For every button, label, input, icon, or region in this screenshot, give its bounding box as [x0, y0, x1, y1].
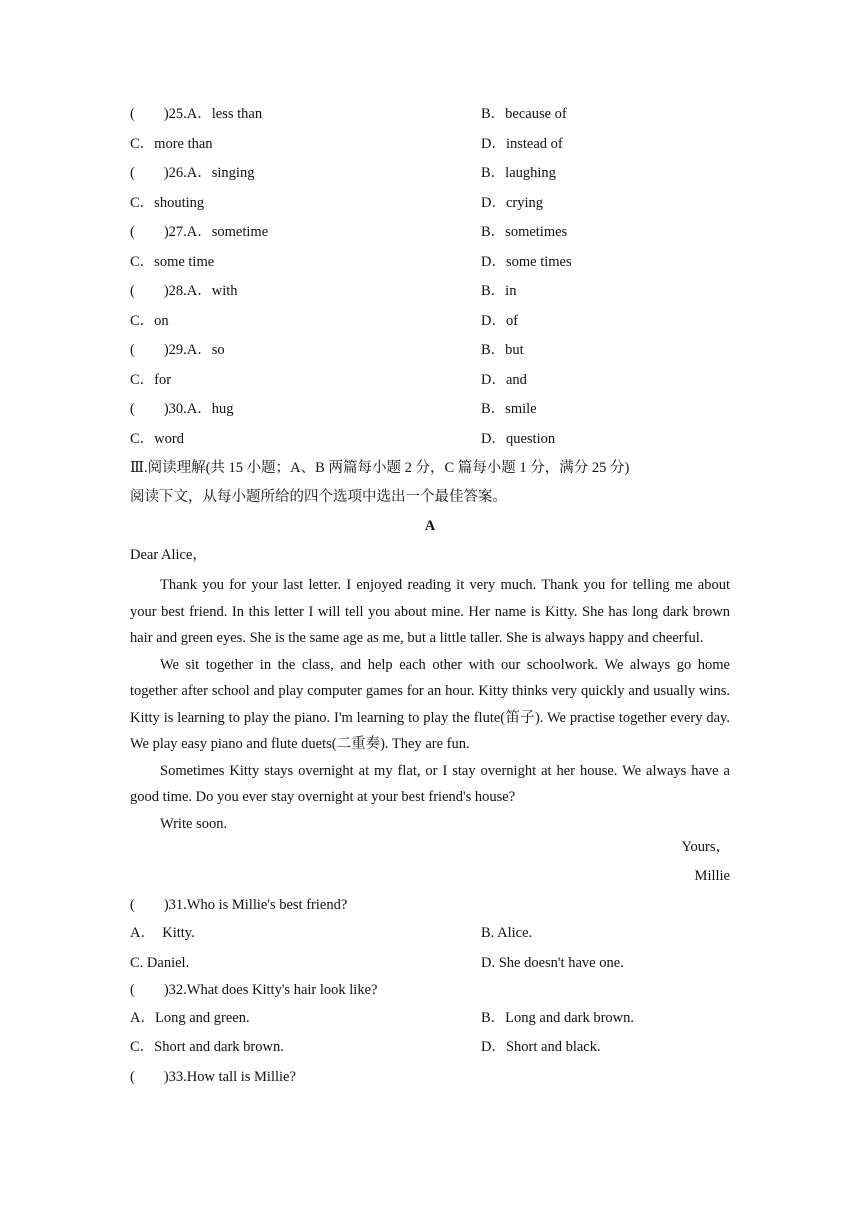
- option-right: D．crying: [481, 194, 544, 211]
- option-row: [130, 222, 730, 252]
- option-row: [130, 923, 730, 953]
- option-row: [130, 1037, 730, 1067]
- option-left: ( )26.A．singing: [130, 165, 255, 181]
- option-row: [130, 252, 730, 282]
- option-left: C．for: [130, 371, 172, 388]
- option-right: B．because of: [481, 106, 567, 122]
- option-row: [130, 281, 730, 311]
- option-row: [130, 1008, 730, 1038]
- option-left: ( )27.A．sometime: [130, 224, 269, 240]
- option-row: [130, 429, 730, 459]
- question-31: ( )31.Who is Millie's best friend?: [130, 897, 348, 913]
- passage-label: A: [424, 518, 436, 534]
- option-left: A．Long and green.: [130, 1009, 250, 1026]
- cloze-options: [130, 104, 730, 458]
- option-row: [130, 134, 730, 164]
- option-right: B．sometimes: [481, 224, 568, 240]
- option-right: D．Short and black.: [481, 1039, 601, 1055]
- option-left: ( )29.A．so: [130, 342, 225, 358]
- option-right: D．of: [481, 312, 519, 329]
- option-row: [130, 163, 730, 193]
- questions: [130, 895, 730, 1095]
- option-right: D．question: [481, 430, 556, 447]
- option-left: C. Daniel.: [130, 954, 190, 971]
- option-right: B．smile: [481, 401, 537, 417]
- letter-paragraph: Sometimes Kitty stays overnight at my flat, or I stay overnight at her house. We always have a good time. Do you ever stay overnight at your best friend's house?: [130, 762, 730, 805]
- question-33: ( )33.How tall is Millie?: [130, 1068, 296, 1085]
- option-row: [130, 104, 730, 134]
- option-right: B. Alice.: [481, 925, 533, 941]
- option-left: C．shouting: [130, 194, 205, 211]
- instruction: 阅读下文，从每小题所给的四个选项中选出一个最佳答案。: [130, 489, 507, 505]
- section-title: Ⅲ.阅读理解(共 15 小题；A、B 两篇每小题 2 分，C 篇每小题 1 分，满分 25 分): [130, 460, 630, 476]
- option-left: ( )28.A．with: [130, 283, 238, 299]
- option-row: [130, 311, 730, 341]
- letter-paragraph: Thank you for your last letter. I enjoyed reading it very much. Thank you for telling me about your best friend. In this letter I will tell you about mine. Her name is Kitty. She has long dark brown hair and green eyes. She is the same age as me, but a little taller. She is always happy and cheerful.: [130, 577, 730, 646]
- option-right: D．some times: [481, 253, 572, 270]
- letter: [130, 545, 730, 895]
- option-right: D. She doesn't have one.: [481, 954, 624, 971]
- option-row: [130, 193, 730, 223]
- option-left: C．some time: [130, 253, 215, 270]
- option-left: ( )25.A．less than: [130, 106, 263, 122]
- option-right: B．Long and dark brown.: [481, 1009, 635, 1026]
- option-right: D．instead of: [481, 135, 563, 152]
- document-page: [130, 104, 730, 1095]
- option-row: [130, 370, 730, 400]
- option-left: A． Kitty.: [130, 925, 195, 941]
- option-right: B．but: [481, 342, 524, 358]
- letter-signature: Millie: [694, 868, 730, 884]
- option-left: C．on: [130, 312, 169, 329]
- option-row: [130, 953, 730, 980]
- question-32: ( )32.What does Kitty's hair look like?: [130, 981, 378, 998]
- option-left: C．word: [130, 430, 184, 447]
- option-row: [130, 399, 730, 429]
- letter-paragraph: Write soon.: [160, 815, 228, 832]
- option-left: C．more than: [130, 135, 213, 152]
- option-row: [130, 340, 730, 370]
- option-right: B．in: [481, 283, 517, 299]
- option-right: D．and: [481, 371, 527, 388]
- option-left: C．Short and dark brown.: [130, 1039, 284, 1055]
- letter-paragraph: We sit together in the class, and help each other with our schoolwork. We always go home together after school and play computer games for an hour. Kitty thinks very quickly and usually wins. Kitty is learning to play the piano. I'm learning to play the flute(笛子). We practise together every day. We play easy piano and flute duets(二重奏). They are fun.: [130, 656, 730, 752]
- option-left: ( )30.A．hug: [130, 401, 234, 417]
- letter-greeting: Dear Alice，: [130, 547, 207, 563]
- letter-closing: Yours，: [681, 839, 730, 855]
- option-right: B．laughing: [481, 165, 556, 181]
